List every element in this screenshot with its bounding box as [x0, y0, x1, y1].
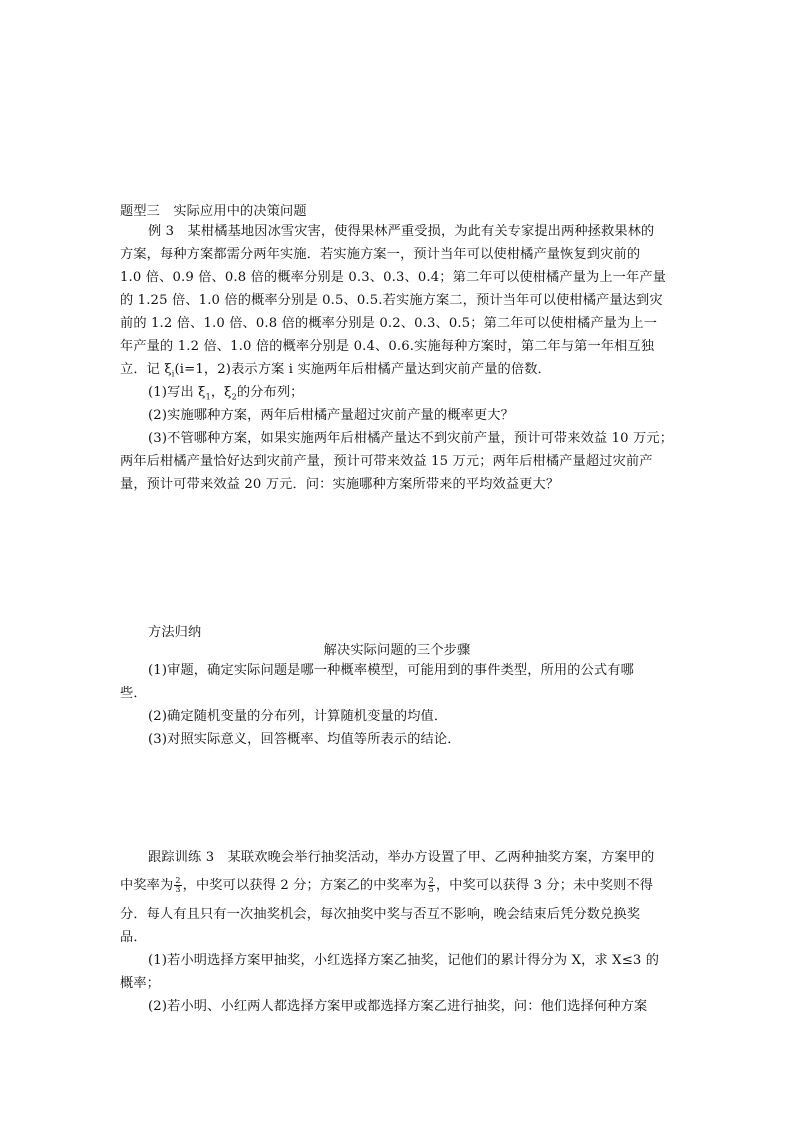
- fraction: [174, 877, 181, 894]
- text-run: 立．记 ξ: [120, 362, 172, 377]
- fraction-numerator: 2: [175, 876, 181, 885]
- exercise-question-2: (2)若小明、小红两人都选择方案甲或都选择方案乙进行抽奖，问：他们选择何种方案: [148, 999, 648, 1014]
- subscript: 1: [205, 392, 211, 402]
- method-step-1: (1)审题，确定实际问题是哪一种概率模型，可能用到的事件类型，所用的公式有哪: [148, 663, 634, 678]
- example-line: 年产量的 1.2 倍、1.0 倍的概率分别是 0.4、0.6.实施每种方案时，第二年与第一年相互独: [120, 339, 655, 354]
- example-line: 方案，每种方案都需分两年实施．若实施方案一，预计当年可以使柑橘产量恢复到灾前的: [120, 247, 641, 262]
- example-line: 前的 1.2 倍、1.0 倍、0.8 倍的概率分别是 0.2、0.3、0.5；第二年可以使柑橘产量为上一: [120, 316, 658, 331]
- exercise-line: 跟踪训练 3 某联欢晚会举行抽奖活动，举办方设置了甲、乙两种抽奖方案，方案甲的: [148, 850, 655, 865]
- example-line: [120, 360, 680, 385]
- example-line: 例 3 某柑橘基地因冰雪灾害，使得果林严重受损，为此有关专家提出两种拯救果林的: [148, 224, 655, 239]
- fraction: [428, 877, 435, 894]
- exercise-line: 分．每人有且只有一次抽奖机会，每次抽奖中奖与否互不影响，晚会结束后凭分数兑换奖: [120, 907, 641, 922]
- method-heading: 解决实际问题的三个步骤: [323, 643, 471, 658]
- exercise-question-1: (1)若小明选择方案甲抽奖，小红选择方案乙抽奖，记他们的累计得分为 X，求 X≤3 的: [148, 953, 660, 968]
- text-run: ，中奖可以获得 2 分；方案乙的中奖率为: [182, 878, 427, 893]
- fraction-denominator: 3: [175, 885, 181, 894]
- text-run: (i=1，2)表示方案 i 实施两年后柑橘产量达到灾前产量的倍数．: [174, 362, 551, 377]
- fraction-denominator: 5: [428, 885, 434, 894]
- question-3-line: (3)不管哪种方案，如果实施两年后柑橘产量达不到灾前产量，预计可带来效益 10 万元；: [148, 431, 674, 446]
- exercise-line: 品．: [120, 930, 147, 945]
- exercise-question-1-cont: 概率；: [120, 976, 161, 991]
- text-run: ，中奖可以获得 3 分；未中奖则不得: [435, 878, 654, 893]
- text-run: ，ξ: [210, 385, 232, 400]
- subscript: i: [171, 369, 175, 379]
- question-1: [148, 383, 708, 408]
- method-step-3: (3)对照实际意义，回答概率、均值等所表示的结论．: [148, 732, 461, 747]
- question-2: (2)实施哪种方案，两年后柑橘产量超过灾前产量的概率更大？: [148, 408, 514, 423]
- exercise-line: [120, 876, 680, 896]
- fraction-numerator: 2: [428, 876, 434, 885]
- method-step-1-cont: 些．: [120, 686, 147, 701]
- question-3-line: 量，预计可带来效益 20 万元．问：实施哪种方案所带来的平均效益更大？: [120, 477, 560, 492]
- subscript: 2: [231, 392, 237, 402]
- text-run: 中奖率为: [120, 878, 174, 893]
- text-run: (1)写出 ξ: [148, 385, 206, 400]
- example-line: 的 1.25 倍、1.0 倍的概率分别是 0.5、0.5.若实施方案二，预计当年可以使柑橘产量达到灾: [120, 293, 663, 308]
- question-3-line: 两年后柑橘产量恰好达到灾前产量，预计可带来效益 15 万元；两年后柑橘产量超过灾前产: [120, 454, 653, 469]
- example-line: 1.0 倍、0.9 倍、0.8 倍的概率分别是 0.3、0.3、0.4；第二年可以使柑橘产量为上一年产量: [120, 270, 667, 285]
- text-run: 的分布列；: [236, 385, 304, 400]
- section-title: 题型三 实际应用中的决策问题: [120, 204, 307, 219]
- method-label: 方法归纳: [148, 625, 202, 640]
- method-step-2: (2)确定随机变量的分布列，计算随机变量的均值．: [148, 709, 448, 724]
